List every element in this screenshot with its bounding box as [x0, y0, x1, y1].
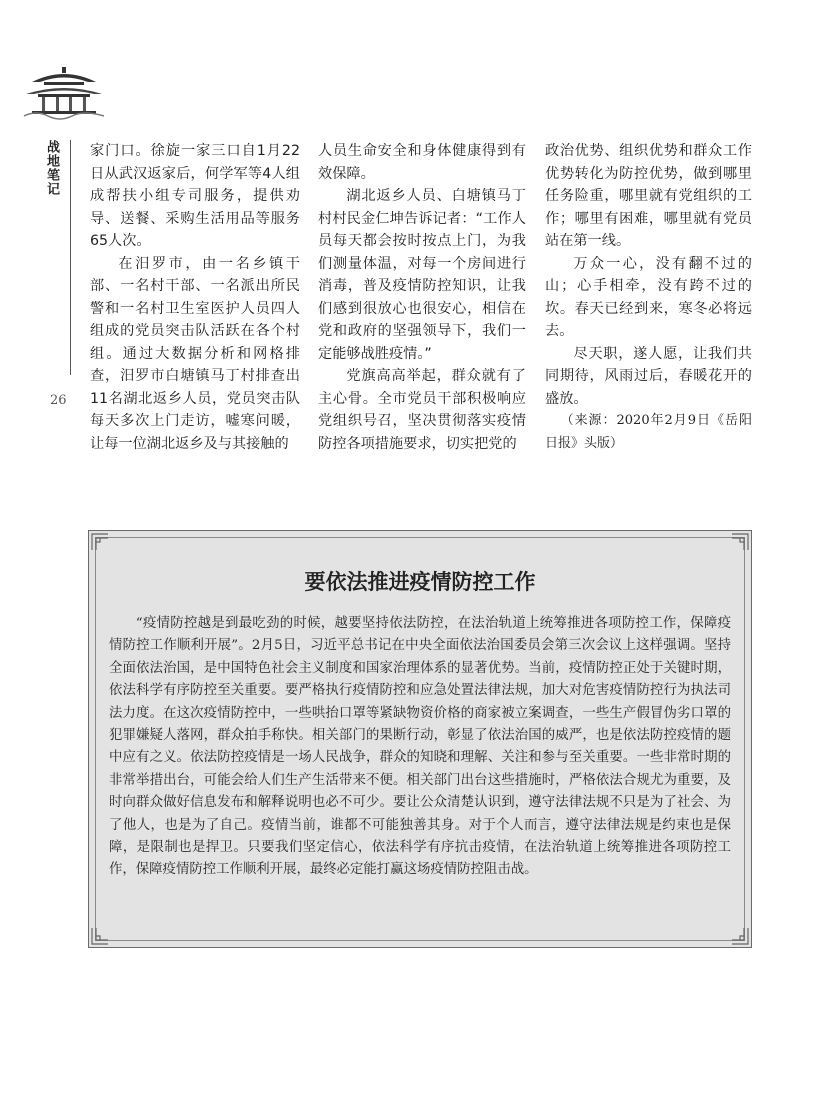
corner-ornament-icon — [731, 927, 749, 945]
sidebar-box-title: 要依法推进疫情防控工作 — [304, 569, 536, 594]
article-column-3 — [545, 140, 752, 455]
article-paragraph: 家门口。徐旋一家三口自1月22日从武汉返家后，何学军等4人组成帮扶小组专司服务，提供劝导、送餐、采购生活用品等服务65人次。 — [90, 143, 300, 249]
corner-ornament-icon — [731, 533, 749, 551]
section-divider — [70, 140, 71, 375]
sidebar-box — [88, 530, 752, 948]
article-paragraph: 在汨罗市，由一名乡镇干部、一名村干部、一名派出所民警和一名村卫生室医护人员四人组成的党员突击队活跃在各个村组。通过大数据分析和网格排查，汨罗市白塘镇马丁村排查出11名湖北返乡人员，党员突击队每天多次上门走访，嘘寒问暖，让每一位湖北返乡及与其接触的 — [90, 255, 300, 452]
article-paragraph: 党旗高高举起，群众就有了主心骨。全市党员干部积极响应党组织号召，坚决贯彻落实疫情防控各项措施要求，切实把党的 — [318, 368, 526, 452]
corner-ornament-icon — [91, 927, 109, 945]
article-source-note: （来源：2020年2月9日《岳阳日报》头版） — [545, 413, 752, 451]
page-number: 26 — [50, 393, 67, 408]
section-label: 战地笔记 — [44, 140, 59, 196]
article-paragraph: 政治优势、组织优势和群众工作优势转化为防控优势，做到哪里任务险重，哪里就有党组织的工作；哪里有困难，哪里就有党员站在第一线。 — [545, 143, 752, 249]
article-paragraph: 万众一心，没有翻不过的山；心手相牵，没有跨不过的坎。春天已经到来，寒冬必将远去。 — [545, 255, 752, 339]
article-paragraph: 湖北返乡人员、白塘镇马丁村村民金仁坤告诉记者：“工作人员每天都会按时按点上门，为我们测量体温，对每一个房间进行消毒，普及疫情防控知识，让我们感到很放心也很安心，相信在党和政府的坚强领导下，我们一定能够战胜疫情。” — [318, 188, 526, 362]
article-paragraph: 人员生命安全和身体健康得到有效保障。 — [318, 143, 526, 182]
article-column-2 — [318, 140, 526, 455]
sidebar-box-body: “疫情防控越是到最吃劲的时候，越要坚持依法防控，在法治轨道上统筹推进各项防控工作，保障疫情防控工作顺利开展”。2月5日，习近平总书记在中央全面依法治国委员会第三次会议上这样强调。坚持全面依法治国，是中国特色社会主义制度和国家治理体系的显著优势。当前，疫情防控正处于关键时期，依法科学有序防控至关重要。要严格执行疫情防控和应急处置法律法规，加大对危害疫情防控行为执法司法力度。在这次疫情防控中，一些哄抬口罩等紧缺物资价格的商家被立案调查，一些生产假冒伪劣口罩的犯罪嫌疑人落网，群众拍手称快。相关部门的果断行动，彰显了依法治国的威严，也是依法防控疫情的题中应有之义。依法防控疫情是一场人民战争，群众的知晓和理解、关注和参与至关重要。一些非常时期的非常举措出台，可能会给人们生产生活带来不便。相关部门出台这些措施时，严格依法合规尤为重要，及时向群众做好信息发布和解释说明也必不可少。要让公众清楚认识到，遵守法律法规不只是为了社会、为了他人，也是为了自己。疫情当前，谁都不可能独善其身。对于个人而言，遵守法律法规是约束也是保障，是限制也是捍卫。只要我们坚定信心，依法科学有序抗击疫情，在法治轨道上统筹推进各项防控工作，保障疫情防控工作顺利开展，最终必定能打赢这场疫情防控阻击战。 — [109, 616, 731, 878]
article-paragraph: 尽天职，遂人愿，让我们共同期待，风雨过后，春暖花开的盛放。 — [545, 345, 752, 407]
corner-ornament-icon — [91, 533, 109, 551]
pavilion-logo-icon — [22, 62, 106, 122]
article-column-1 — [90, 140, 300, 455]
